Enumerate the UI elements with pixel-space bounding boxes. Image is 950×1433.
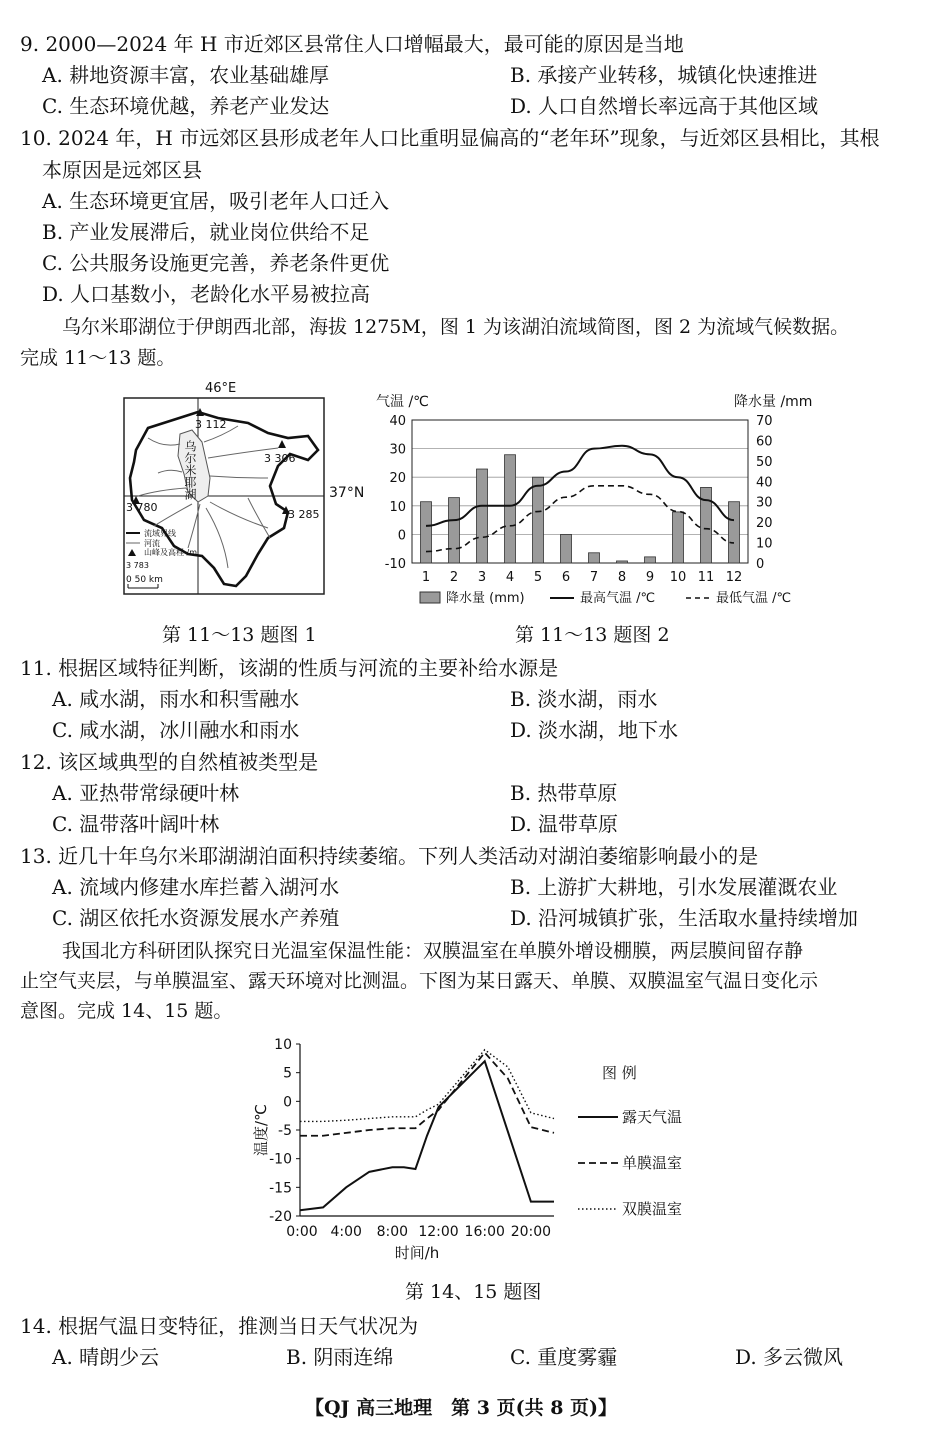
climate-xtick: 2 (449, 570, 459, 585)
climate-xtick: 3 (477, 570, 487, 585)
precip-bar (477, 469, 488, 563)
precip-bar (561, 534, 572, 563)
q14-stem: 14. 根据气温日变特征，推测当日天气状况为 (20, 1314, 419, 1338)
intro-14-15-line3: 意图。完成 14、15 题。 (20, 1000, 233, 1022)
q11-option-b: B. 淡水湖，雨水 (510, 687, 658, 711)
q10-option-b: B. 产业发展滞后，就业岗位供给不足 (42, 220, 370, 244)
climate-xtick: 6 (561, 570, 571, 585)
svg-text:3 783: 3 783 (126, 561, 149, 570)
climate-xtick: 8 (617, 570, 627, 585)
svg-text:山峰及高程 /m: 山峰及高程 /m (144, 548, 198, 557)
q13-stem: 13. 近几十年乌尔米耶湖湖泊面积持续萎缩。下列人类活动对湖泊萎缩影响最小的是 (20, 844, 759, 868)
temp-ytick: -10 (269, 1151, 292, 1168)
climate-caption: 第 11～13 题图 2 (515, 624, 670, 646)
legend-precip-swatch (420, 592, 440, 603)
single-film-temp-line-legend-label: 单膜温室 (622, 1154, 683, 1172)
greenhouse-temperature-chart (248, 1030, 708, 1270)
q11-option-a: A. 咸水湖，雨水和积雪融水 (52, 687, 300, 711)
q9-stem: 9. 2000—2024 年 H 市近郊区县常住人口增幅最大，最可能的原因是当地 (20, 32, 684, 56)
q12-option-d: D. 温带草原 (510, 812, 619, 836)
temp-xlabel: 时间/h (394, 1244, 440, 1262)
climate-ytick-left: 0 (397, 528, 406, 544)
map-lon-label: 46°E (205, 381, 237, 396)
temp-ytick: 0 (283, 1094, 292, 1111)
temp-xtick: 12:00 (418, 1224, 459, 1240)
climate-ylabel-right: 降水量 /mm (734, 394, 813, 410)
temp-xtick: 20:00 (510, 1224, 552, 1240)
temp-xtick: 4:00 (330, 1224, 362, 1240)
q11-option-d: D. 淡水湖，地下水 (510, 718, 679, 742)
q14-option-a: A. 晴朗少云 (52, 1345, 160, 1369)
temp-ytick: 10 (274, 1037, 292, 1053)
climate-ytick-right: 40 (756, 475, 773, 491)
climate-ytick-right: 70 (756, 414, 773, 429)
q13-option-d: D. 沿河城镇扩张，生活取水量持续增加 (510, 906, 859, 930)
climate-ytick-right: 50 (756, 454, 773, 470)
min-temp-line (426, 486, 734, 552)
lake-name-label: 乌尔米耶湖 (183, 440, 197, 500)
q12-stem: 12. 该区域典型的自然植被类型是 (20, 750, 319, 774)
q10-option-c: C. 公共服务设施更完善，养老条件更优 (42, 251, 390, 275)
climate-ytick-right: 0 (756, 557, 765, 572)
climate-ytick-right: 20 (756, 516, 773, 532)
temp-ytick: -15 (269, 1180, 292, 1197)
climate-xtick: 9 (645, 570, 655, 585)
precip-bar (645, 557, 656, 563)
precip-bar (729, 502, 740, 563)
climate-ytick-left: 20 (389, 471, 406, 487)
q11-option-c: C. 咸水湖，冰川融水和雨水 (52, 718, 300, 742)
outdoor-temp-line-legend-label: 露天气温 (622, 1108, 683, 1126)
q10-stem-line1: 10. 2024 年，H 市远郊区县形成老年人口比重明显偏高的“老年环”现象，与近郊区县相比，其根 (20, 126, 880, 150)
climate-ytick-left: -10 (384, 557, 406, 572)
precip-bar (617, 561, 628, 563)
q14-option-b: B. 阴雨连绵 (286, 1345, 394, 1369)
peak-label-3112: 3 112 (195, 418, 227, 431)
precip-bar (589, 553, 600, 563)
q12-option-c: C. 温带落叶阔叶林 (52, 812, 220, 836)
temp-legend-title: 图 例 (602, 1064, 637, 1082)
climate-xtick: 5 (533, 570, 543, 585)
climate-ytick-right: 10 (756, 536, 773, 552)
climate-xtick: 1 (421, 570, 431, 585)
peak-label-3306: 3 306 (264, 452, 296, 465)
temp-ytick: -5 (278, 1123, 292, 1139)
map-caption: 第 11～13 题图 1 (162, 624, 317, 646)
precip-bar (673, 512, 684, 563)
q10-option-a: A. 生态环境更宜居，吸引老年人口迁入 (42, 189, 390, 213)
temp-xtick: 8:00 (376, 1224, 409, 1240)
climate-ytick-left: 30 (389, 442, 406, 458)
q9-option-c: C. 生态环境优越，养老产业发达 (42, 94, 330, 118)
q13-option-b: B. 上游扩大耕地，引水发展灌溉农业 (510, 875, 838, 899)
climate-xtick: 4 (505, 570, 515, 585)
q13-option-c: C. 湖区依托水资源发展水产养殖 (52, 906, 340, 930)
intro-11-13-line2: 完成 11～13 题。 (20, 347, 176, 369)
legend-precip-label: 降水量 (mm) (446, 591, 525, 606)
basin-map (118, 378, 330, 600)
intro-14-15-line2: 止空气夹层，与单膜温室、露天环境对比测温。下图为某日露天、单膜、双膜温室气温日变化示 (20, 970, 819, 992)
precip-bar (449, 498, 460, 563)
q12-option-a: A. 亚热带常绿硬叶林 (52, 781, 240, 805)
intro-14-15-line1: 我国北方科研团队探究日光温室保温性能：双膜温室在单膜外增设棚膜，两层膜间留存静 (62, 940, 804, 962)
temp-xtick: 16:00 (464, 1224, 505, 1240)
q10-stem-line2: 本原因是远郊区县 (42, 158, 202, 182)
climate-xtick: 12 (725, 570, 743, 585)
q13-option-a: A. 流域内修建水库拦蓄入湖河水 (52, 875, 340, 899)
map-legend (126, 528, 197, 588)
climate-xtick: 7 (589, 570, 599, 585)
q11-stem: 11. 根据区域特征判断，该湖的性质与河流的主要补给水源是 (20, 656, 559, 680)
basin-boundary (130, 412, 318, 586)
precip-bar (421, 502, 432, 563)
q9-option-a: A. 耕地资源丰富，农业基础雄厚 (42, 63, 330, 87)
q14-option-c: C. 重度雾霾 (510, 1345, 618, 1369)
max-temp-line (426, 446, 734, 526)
climate-xtick: 11 (697, 570, 715, 585)
temp-ylabel: 温度/℃ (252, 1104, 270, 1156)
page-footer: 【QJ 高三地理 第 3 页(共 8 页)】 (305, 1397, 618, 1419)
climate-xtick: 10 (669, 570, 687, 585)
peak-label-3780: 3 780 (126, 501, 158, 514)
legend-max-label: 最高气温 /℃ (580, 591, 656, 606)
q12-option-b: B. 热带草原 (510, 781, 618, 805)
climate-ytick-right: 60 (756, 434, 773, 450)
map-lat-label: 37°N (329, 485, 365, 501)
temp-caption: 第 14、15 题图 (405, 1281, 542, 1303)
climate-chart (368, 386, 828, 616)
climate-ytick-left: 40 (389, 414, 406, 429)
precip-bar (533, 477, 544, 563)
q14-option-d: D. 多云微风 (735, 1345, 844, 1369)
peak-label-3285: 3 285 (288, 508, 320, 521)
precip-bar (505, 455, 516, 563)
temp-xtick: 0:00 (286, 1224, 318, 1240)
peak-marker (278, 440, 286, 448)
q9-option-b: B. 承接产业转移，城镇化快速推进 (510, 63, 818, 87)
temp-ytick: -20 (269, 1209, 292, 1225)
legend-min-label: 最低气温 /℃ (716, 591, 792, 606)
climate-ylabel-left: 气温 /℃ (376, 394, 429, 410)
double-film-temp-line-legend-label: 双膜温室 (622, 1200, 683, 1218)
svg-text:流域界线: 流域界线 (144, 529, 176, 538)
intro-11-13-line1: 乌尔米耶湖位于伊朗西北部，海拔 1275M，图 1 为该湖泊流域简图，图 2 为流域气候数据。 (62, 316, 850, 338)
map-scale: 0 50 km (126, 575, 163, 585)
svg-text:河流: 河流 (144, 539, 160, 548)
q10-option-d: D. 人口基数小，老龄化水平易被拉高 (42, 282, 371, 306)
climate-ytick-right: 30 (756, 495, 773, 511)
temp-ytick: 5 (283, 1065, 292, 1082)
climate-ytick-left: 10 (389, 499, 406, 515)
q9-option-d: D. 人口自然增长率远高于其他区域 (510, 94, 819, 118)
